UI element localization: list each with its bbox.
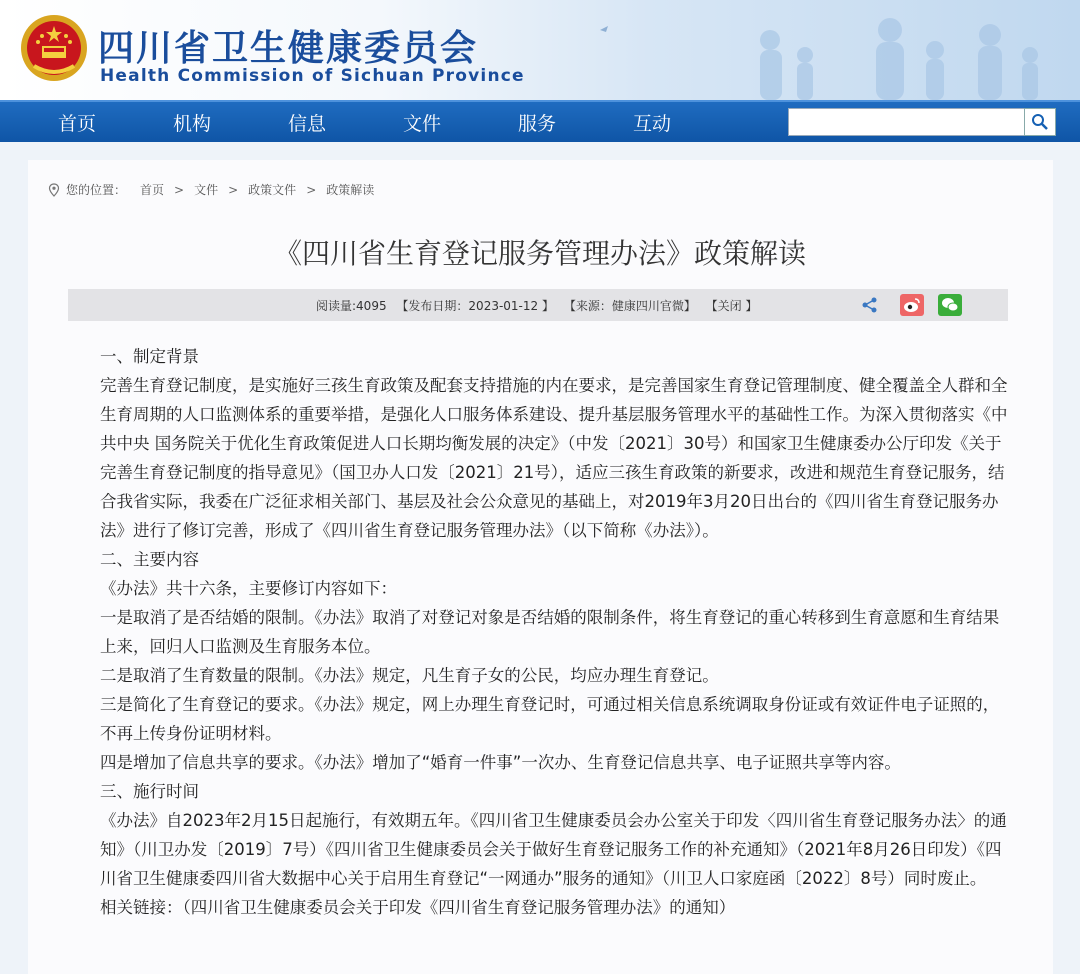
nav-home[interactable]: 首页 [58, 113, 97, 135]
publish-date: 【发布日期：2023-01-12 】 [396, 299, 554, 313]
share-wechat-button[interactable] [938, 294, 962, 316]
search-input[interactable] [788, 108, 1026, 136]
share-weibo-button[interactable] [900, 294, 924, 316]
share-button[interactable] [858, 294, 882, 316]
breadcrumb-prefix: 您的位置： [66, 183, 127, 197]
paragraph: 《办法》自2023年2月15日起施行，有效期五年。《四川省卫生健康委员会办公室关于印发〈四川省生育登记服务办法〉的通知》（川卫办发〔2019〕7号）《四川省卫生健康委员会关于做好生育登记服务工作的补充通知》（2021年8月26日印发）《四川省卫生健康委四川省大数据中心关于启用生育登记“一网通办”服务的通知》（川卫人口家庭函〔2022〕8号）同时废止。 [100, 811, 1007, 888]
related-link[interactable]: 相关链接：（四川省卫生健康委员会关于印发《四川省生育登记服务管理办法》的通知） [100, 898, 736, 917]
search-icon [1031, 113, 1049, 131]
section-heading: 一、制定背景 [100, 347, 199, 366]
breadcrumb-item-home[interactable]: 首页 [140, 183, 165, 197]
national-emblem-icon [18, 12, 90, 84]
site-subtitle: Health Commission of Sichuan Province [100, 66, 525, 86]
nav-information[interactable]: 信息 [288, 113, 327, 135]
source-label: 【来源：健康四川官微】 [563, 299, 696, 313]
breadcrumb-separator: > [306, 182, 317, 197]
main-nav [0, 100, 1080, 142]
breadcrumb-item-policy-interpretation[interactable]: 政策解读 [326, 183, 375, 197]
close-link[interactable]: 【关闭 】 [705, 299, 758, 313]
paragraph: 完善生育登记制度，是实施好三孩生育政策及配套支持措施的内在要求，是完善国家生育登记管理制度、健全覆盖全人群和全生育周期的人口监测体系的重要举措，是强化人口服务体系建设、提升基层服务管理水平的基础性工作。为深入贯彻落实《中共中央 国务院关于优化生育政策促进人口长期均衡发展的决定》（中发〔2021〕30号）和国家卫生健康委办公厅印发《关于完善生育登记制度的指导意见》（国卫办人口发〔2021〕21号），适应三孩生育政策的新要求，改进和规范生育登记服务，结合我省实际，我委在广泛征求相关部门、基层及社会公众意见的基础上，对2019年3月20日出台的《四川省生育登记服务办法》进行了修订完善，形成了《四川省生育登记服务管理办法》（以下简称《办法》）。 [100, 376, 1008, 540]
read-count: 阅读量:4095 [316, 299, 387, 313]
breadcrumb [48, 181, 374, 198]
nav-interaction[interactable]: 互动 [633, 113, 672, 135]
wechat-icon [941, 297, 959, 313]
search-button[interactable] [1024, 108, 1056, 136]
section-heading: 三、施行时间 [100, 782, 199, 801]
breadcrumb-separator: > [228, 182, 239, 197]
site-title: 四川省卫生健康委员会 [98, 28, 479, 69]
paragraph: 一是取消了是否结婚的限制。《办法》取消了对登记对象是否结婚的限制条件，将生育登记的重心转移到生育意愿和生育结果上来，回归人口监测及生育服务本位。 [100, 608, 1000, 656]
share-icon [861, 296, 879, 314]
section-heading: 二、主要内容 [100, 550, 199, 569]
article-info-bar [68, 289, 1008, 321]
location-pin-icon [48, 183, 60, 197]
paragraph: 四是增加了信息共享的要求。《办法》增加了“婚育一件事”一次办、生育登记信息共享、电子证照共享等内容。 [100, 753, 901, 772]
breadcrumb-separator: > [174, 182, 185, 197]
nav-organization[interactable]: 机构 [173, 113, 212, 135]
nav-documents[interactable]: 文件 [403, 113, 442, 135]
paragraph: 《办法》共十六条，主要修订内容如下： [100, 579, 397, 598]
paragraph: 三是简化了生育登记的要求。《办法》规定，网上办理生育登记时，可通过相关信息系统调取身份证或有效证件电子证照的，不再上传身份证明材料。 [100, 695, 1000, 743]
site-header [0, 0, 1080, 100]
breadcrumb-item-documents[interactable]: 文件 [194, 183, 219, 197]
family-silhouette-banner [560, 0, 1080, 100]
breadcrumb-item-policy-documents[interactable]: 政策文件 [248, 183, 297, 197]
weibo-icon [903, 297, 921, 313]
nav-services[interactable]: 服务 [518, 113, 557, 135]
article-meta [316, 297, 757, 314]
paragraph: 二是取消了生育数量的限制。《办法》规定，凡生育子女的公民，均应办理生育登记。 [100, 666, 719, 685]
article-title: 《四川省生育登记服务管理办法》政策解读 [273, 237, 806, 270]
article-body [68, 342, 1008, 922]
